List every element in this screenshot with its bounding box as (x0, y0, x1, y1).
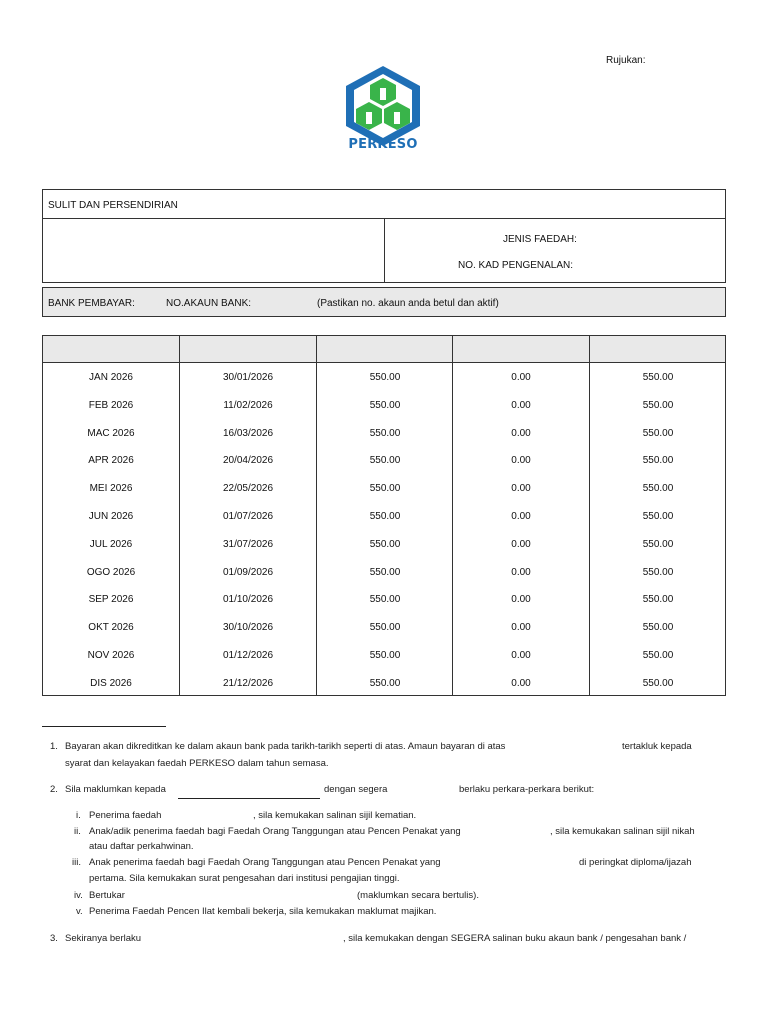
month-cell: SEP 2026 (88, 594, 134, 606)
month-cell: FEB 2026 (88, 399, 134, 411)
net-amount-cell: 550.00 (642, 566, 674, 578)
amount-cell: 550.00 (369, 622, 401, 634)
net-amount-cell: 550.00 (642, 427, 674, 439)
table-row (43, 451, 725, 471)
month-cell: JAN 2026 (89, 372, 133, 383)
deduction-cell: 0.00 (511, 399, 531, 411)
month-cell: MEI 2026 (89, 483, 133, 495)
sub-item-number: iv. (74, 890, 83, 901)
month-cell: APR 2026 (88, 455, 134, 467)
payment-date-cell: 30/10/2026 (222, 622, 274, 634)
payment-date-cell: 21/12/2026 (222, 677, 274, 689)
account-note: (Pastikan no. akaun anda betul dan aktif) (317, 298, 499, 309)
deduction-cell: 0.00 (511, 538, 531, 550)
sub-item-text: di peringkat diploma/ijazah (579, 857, 692, 868)
note-3-text: , sila kemukakan dengan SEGERA salinan buku akaun bank / pengesahan bank / (343, 933, 687, 944)
amount-cell: 550.00 (369, 399, 401, 411)
amount-cell: 550.00 (369, 594, 401, 606)
net-amount-cell: 550.00 (642, 538, 674, 550)
payment-date-cell: 11/02/2026 (223, 399, 273, 411)
note-2-text: dengan segera (324, 784, 388, 795)
table-row (43, 479, 725, 499)
note-1-text: Bayaran akan dikreditkan ke dalam akaun bank pada tarikh-tarikh seperti di atas. Amaun bayaran di atas (65, 741, 506, 752)
sub-item-text: Penerima Faedah Pencen Ilat kembali bekerja, sila kemukakan maklumat majikan. (89, 906, 437, 917)
sub-item-text: , sila kemukakan salinan sijil kematian. (253, 810, 417, 821)
sub-item-text: Bertukar (89, 890, 125, 901)
sub-item-text: , sila kemukakan salinan sijil nikah (550, 826, 695, 837)
deduction-cell: 0.00 (511, 622, 531, 634)
amount-cell: 550.00 (369, 566, 401, 578)
payment-date-cell: 01/09/2026 (222, 566, 274, 578)
footnote-rule (42, 726, 166, 727)
net-amount-cell: 550.00 (642, 650, 674, 661)
month-cell: OKT 2026 (88, 622, 134, 634)
note-2-text: Sila maklumkan kepada (65, 784, 166, 795)
note-3-text: Sekiranya berlaku (65, 933, 142, 944)
recipient-info-box (42, 189, 726, 283)
confidential-label: SULIT DAN PERSENDIRIAN (48, 200, 178, 211)
note-number: 3. (50, 933, 58, 944)
amount-cell: 550.00 (369, 455, 401, 467)
payment-date-cell: 01/10/2026 (222, 594, 274, 606)
deduction-cell: 0.00 (511, 427, 531, 439)
table-row (43, 646, 725, 666)
month-cell: JUL 2026 (89, 538, 133, 550)
deduction-cell: 0.00 (511, 677, 531, 689)
sub-item-number: iii. (72, 857, 81, 868)
deduction-cell: 0.00 (511, 594, 531, 606)
payment-schedule-table (42, 335, 726, 696)
confidential-row (43, 190, 725, 219)
amount-cell: 550.00 (369, 483, 401, 495)
amount-cell: 550.00 (369, 677, 401, 689)
sub-item-text: Penerima faedah (89, 810, 162, 821)
table-row (43, 396, 725, 416)
sub-item-number: i. (76, 810, 81, 821)
divider (384, 218, 385, 282)
amount-cell: 550.00 (369, 372, 401, 383)
table-row (43, 618, 725, 638)
blank-line (178, 798, 320, 799)
amount-cell: 550.00 (369, 538, 401, 550)
deduction-cell: 0.00 (511, 483, 531, 495)
net-amount-cell: 550.00 (642, 594, 674, 606)
sub-item-number: ii. (74, 826, 81, 837)
note-1-text: syarat dan kelayakan faedah PERKESO dalam tahun semasa. (65, 758, 329, 769)
table-row (43, 674, 725, 694)
net-amount-cell: 550.00 (642, 677, 674, 689)
deduction-cell: 0.00 (511, 650, 531, 661)
net-amount-cell: 550.00 (642, 511, 674, 522)
amount-cell: 550.00 (369, 650, 401, 661)
sub-item-text: pertama. Sila kemukakan surat pengesahan dari institusi pengajian tinggi. (89, 873, 400, 884)
table-row (43, 424, 725, 444)
table-header (43, 336, 725, 363)
sub-item-text: atau daftar perkahwinan. (89, 841, 194, 852)
sub-item-text: (maklumkan secara bertulis). (357, 890, 479, 901)
sub-item-number: v. (76, 906, 83, 917)
table-row (43, 535, 725, 555)
net-amount-cell: 550.00 (642, 455, 674, 467)
net-amount-cell: 550.00 (642, 622, 674, 634)
deduction-cell: 0.00 (511, 566, 531, 578)
table-row (43, 590, 725, 610)
note-number: 1. (50, 741, 58, 752)
deduction-cell: 0.00 (511, 511, 531, 522)
benefit-type-label: JENIS FAEDAH: (503, 234, 577, 245)
month-cell: JUN 2026 (88, 511, 134, 522)
net-amount-cell: 550.00 (642, 399, 674, 411)
payment-date-cell: 01/12/2026 (222, 650, 274, 661)
month-cell: NOV 2026 (87, 650, 135, 661)
month-cell: MAC 2026 (87, 427, 135, 439)
table-row (43, 368, 725, 388)
amount-cell: 550.00 (369, 511, 401, 522)
reference-label: Rujukan: (606, 55, 646, 66)
account-number-label: NO.AKAUN BANK: (166, 298, 252, 309)
payment-date-cell: 20/04/2026 (222, 455, 274, 467)
month-cell: OGO 2026 (86, 566, 136, 578)
net-amount-cell: 550.00 (642, 483, 674, 495)
sub-item-text: Anak/adik penerima faedah bagi Faedah Orang Tanggungan atau Pencen Penakat yang (89, 826, 461, 837)
payment-date-cell: 22/05/2026 (222, 483, 274, 495)
table-row (43, 507, 725, 527)
table-row (43, 563, 725, 583)
logo-wordmark: PERKESO (348, 137, 418, 152)
payment-date-cell: 16/03/2026 (222, 427, 274, 439)
deduction-cell: 0.00 (511, 455, 531, 467)
paying-bank-label: BANK PEMBAYAR: (48, 298, 135, 309)
ic-number-label: NO. KAD PENGENALAN: (458, 260, 574, 271)
note-number: 2. (50, 784, 58, 795)
sub-item-text: Anak penerima faedah bagi Faedah Orang Tanggungan atau Pencen Penakat yang (89, 857, 441, 868)
payment-date-cell: 01/07/2026 (222, 511, 274, 522)
net-amount-cell: 550.00 (642, 372, 674, 383)
month-cell: DIS 2026 (90, 677, 132, 689)
deduction-cell: 0.00 (511, 372, 531, 383)
note-2-text: berlaku perkara-perkara berikut: (459, 784, 595, 795)
payment-date-cell: 30/01/2026 (222, 372, 274, 383)
amount-cell: 550.00 (369, 427, 401, 439)
bank-info-row (42, 287, 726, 317)
payment-date-cell: 31/07/2026 (222, 538, 274, 550)
note-1-text: tertakluk kepada (622, 741, 692, 752)
